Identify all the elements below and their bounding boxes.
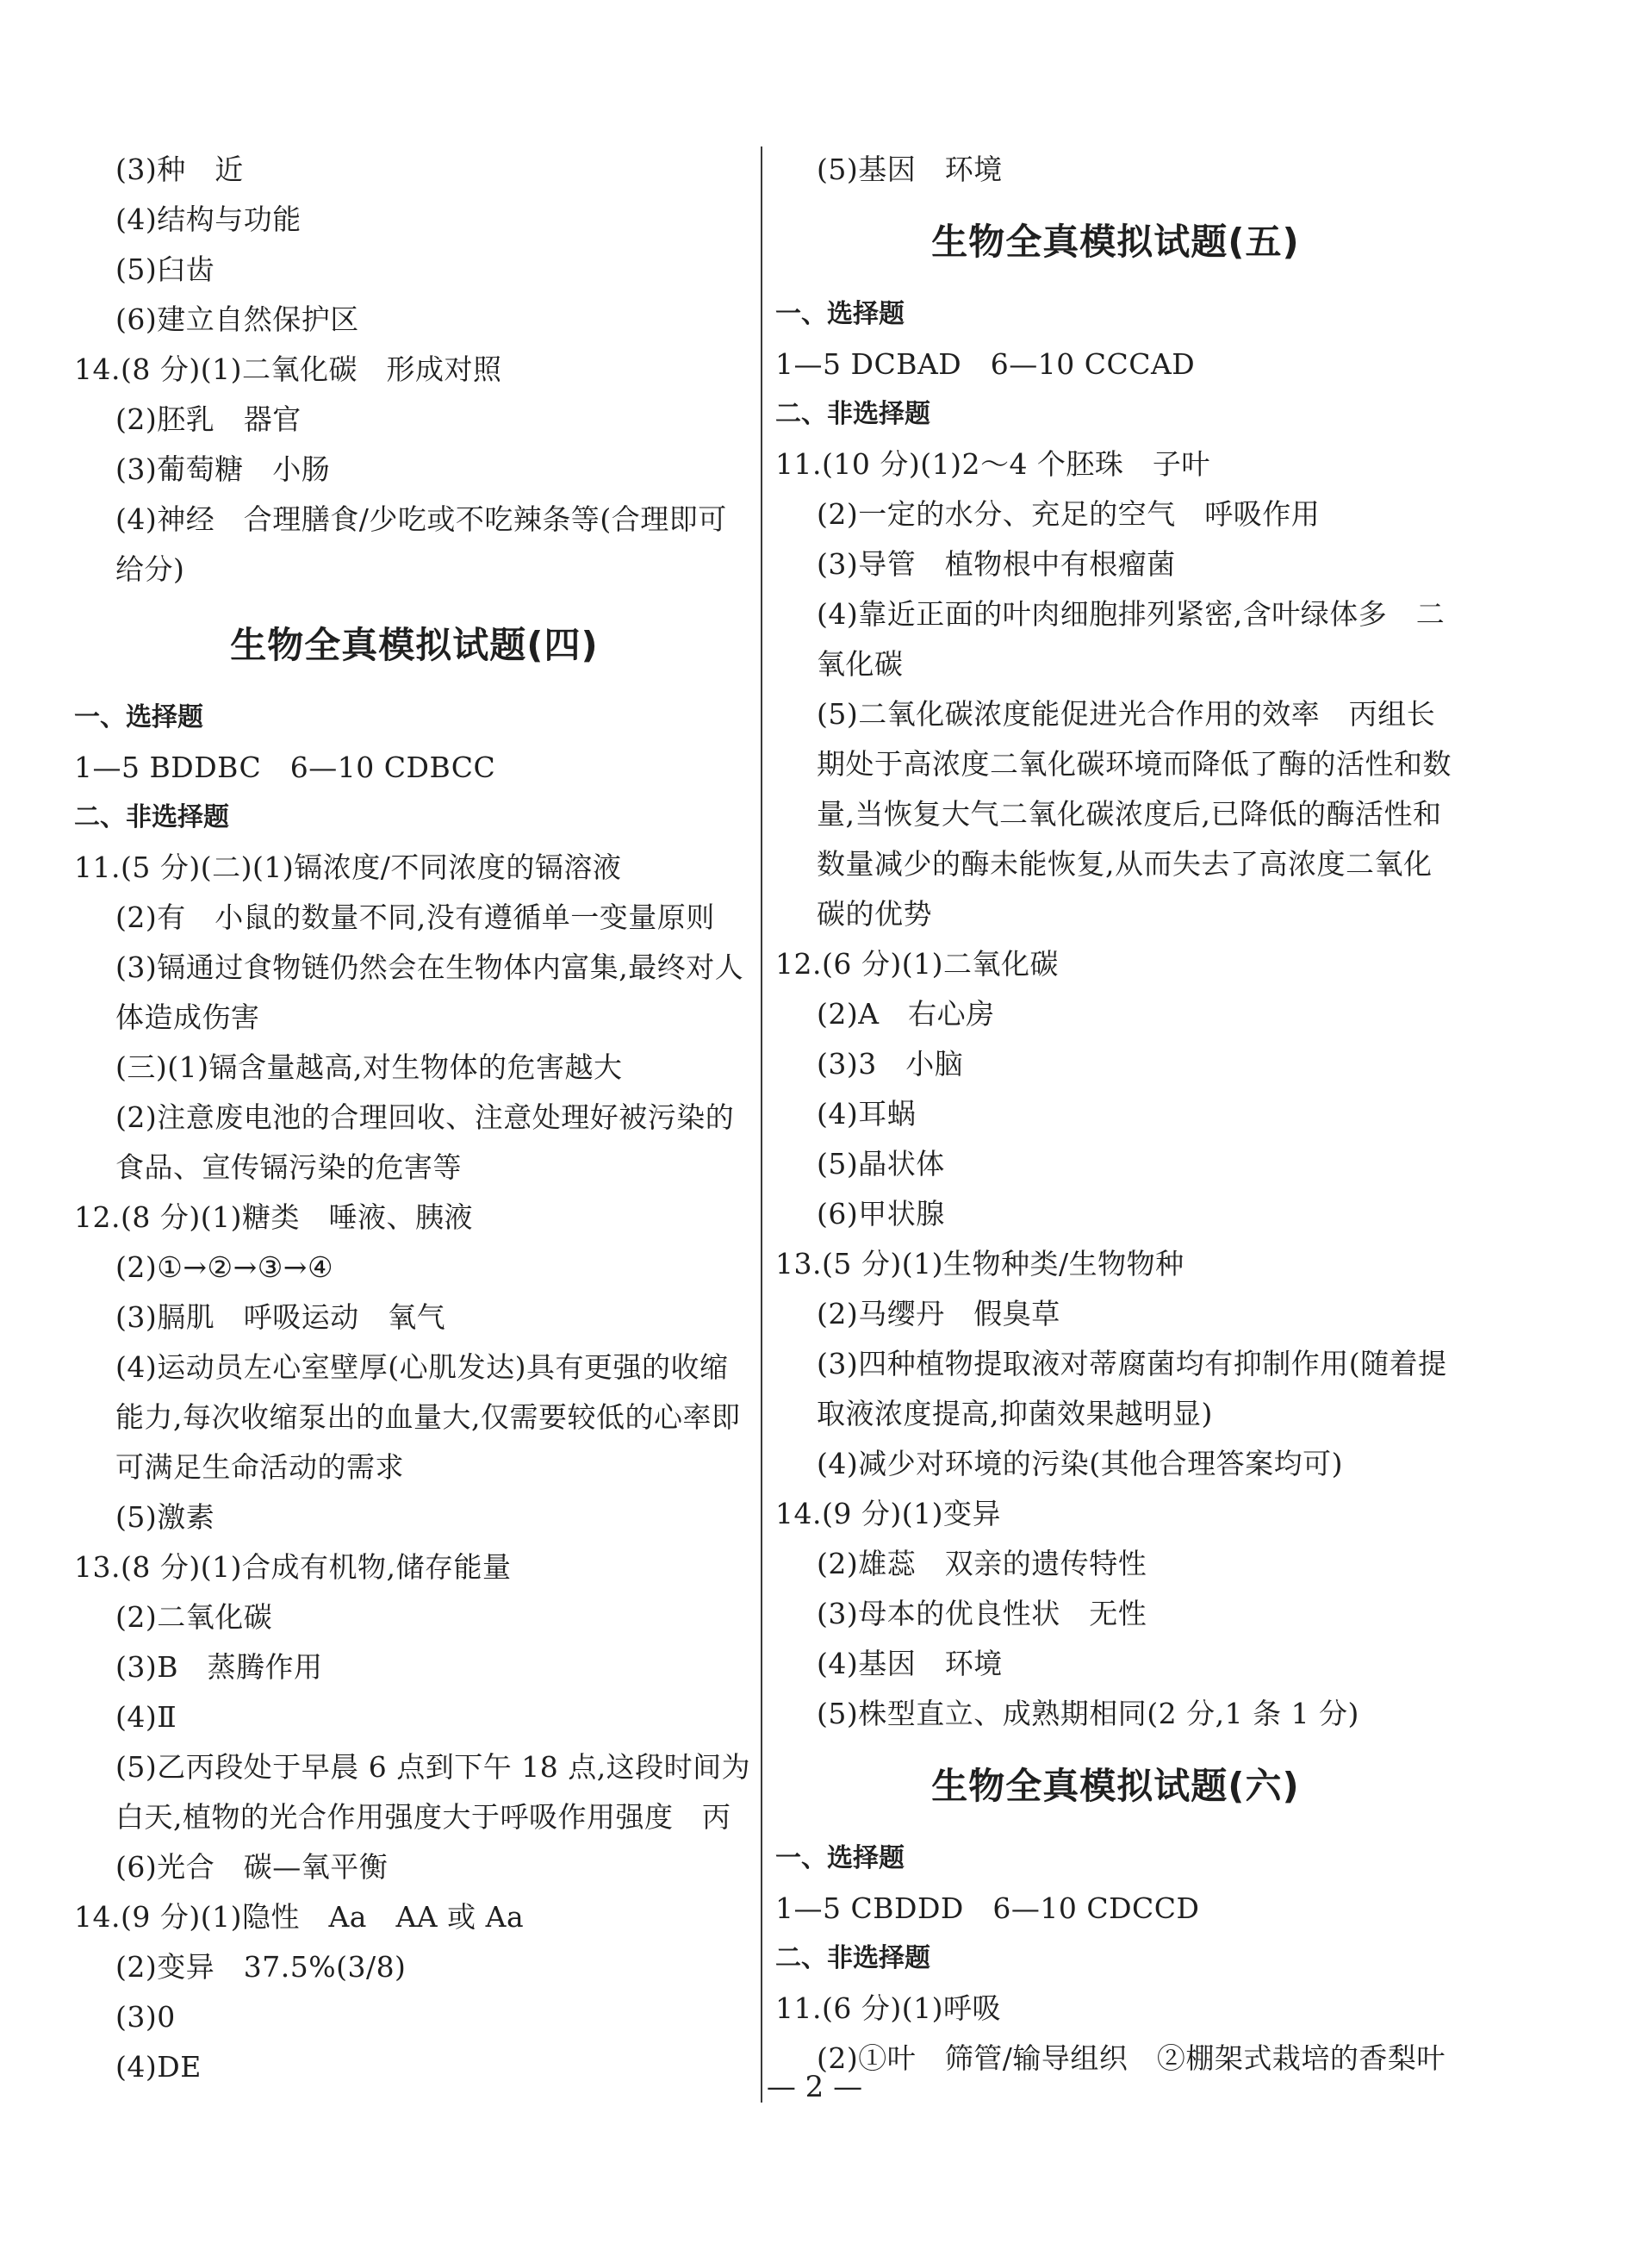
answer-line: (3)3 小脑 [817,1047,964,1081]
answer-paragraph: (2)注意废电池的合理回收、注意处理好被污染的食品、宣传镉污染的危害等 [115,1100,735,1184]
question-head: 14.(9 分)(1)隐性 Aa AA 或 Aa [74,1900,525,1934]
question-head: 11.(5 分)(二)(1)镉浓度/不同浓度的镉溶液 [74,850,622,884]
answer-paragraph: (3)四种植物提取液对蒂腐菌均有抑制作用(随着提取液浓度提高,抑菌效果越明显) [817,1347,1447,1430]
answer-line: (3)膈肌 呼吸运动 氧气 [115,1300,446,1334]
answer-line: (4)基因 环境 [817,1647,1003,1680]
answer-line: (2)①→②→③→④ [115,1250,334,1284]
answer-line: (三)(1)镉含量越高,对生物体的危害越大 [115,1050,623,1084]
answer-paragraph: (3)镉通过食物链仍然会在生物体内富集,最终对人体造成伤害 [115,950,744,1034]
answer-line: (6)建立自然保护区 [115,302,359,336]
answer-line: (2)马缨丹 假臭草 [817,1297,1060,1330]
answer-line: (2)①叶 筛管/输导组织 ②棚架式栽培的香梨叶 [817,2041,1446,2075]
answer-line: (5)株型直立、成熟期相同(2 分,1 条 1 分) [817,1697,1359,1730]
exam-title-6: 生物全真模拟试题(六) [931,1765,1300,1807]
answer-line: (6)甲状腺 [817,1197,945,1231]
answer-line: (2)A 右心房 [817,997,995,1031]
answer-line: (3)葡萄糖 小肠 [115,452,331,486]
exam-title-5: 生物全真模拟试题(五) [931,221,1300,263]
choice-answers: 1—5 CBDDD 6—10 CDCCD [775,1891,1200,1925]
question-head: 11.(10 分)(1)2～4 个胚珠 子叶 [775,447,1210,481]
exam-title-4: 生物全真模拟试题(四) [230,624,599,666]
answer-paragraph: (5)二氧化碳浓度能促进光合作用的效率 丙组长期处于高浓度二氧化碳环境而降低了酶的活性和数量,当恢复大气二氧化碳浓度后,已降低的酶活性和数量减少的酶未能恢复,从而失去了高浓度二氧化碳的优势 [817,697,1452,931]
answer-line: (2)有 小鼠的数量不同,没有遵循单一变量原则 [115,900,715,934]
question-head: 13.(5 分)(1)生物种类/生物物种 [775,1247,1184,1280]
answer-line: (4)DE [115,2050,202,2084]
section-heading: 二、非选择题 [775,399,930,429]
right-column [775,145,1456,2084]
choice-answers: 1—5 DCBAD 6—10 CCCAD [775,347,1196,381]
section-heading: 二、非选择题 [74,802,229,832]
answer-line: (5)臼齿 [115,252,215,286]
left-column [74,145,755,2092]
column-divider [761,146,762,2103]
question-head: 13.(8 分)(1)合成有机物,储存能量 [74,1550,512,1584]
choice-answers: 1—5 BDDBC 6—10 CDBCC [74,751,496,784]
question-head: 12.(8 分)(1)糖类 唾液、胰液 [74,1200,473,1234]
answer-line: (5)基因 环境 [817,153,1003,186]
question-head: 14.(8 分)(1)二氧化碳 形成对照 [74,352,502,386]
answer-paragraph: (5)乙丙段处于早晨 6 点到下午 18 点,这段时间为白天,植物的光合作用强度大于呼吸作用强度 丙 [115,1750,751,1834]
section-heading: 一、选择题 [74,702,203,732]
answer-line: (2)雄蕊 双亲的遗传特性 [817,1547,1147,1580]
answer-line: (4)耳蜗 [817,1097,917,1131]
answer-line: (3)种 近 [115,153,244,186]
question-head: 12.(6 分)(1)二氧化碳 [775,947,1059,981]
answer-line: (4)Ⅱ [115,1700,177,1734]
answer-line: (6)光合 碳—氧平衡 [115,1850,389,1884]
answer-line: (2)一定的水分、充足的空气 呼吸作用 [817,497,1321,531]
answer-line: (3)0 [115,2000,176,2034]
section-heading: 二、非选择题 [775,1943,930,1973]
answer-line: (4)减少对环境的污染(其他合理答案均可) [817,1447,1343,1480]
answer-line: (3)导管 植物根中有根瘤菌 [817,547,1176,581]
answer-line: (2)胚乳 器官 [115,402,302,436]
answer-line: (2)变异 37.5%(3/8) [115,1950,407,1984]
answer-line: (3)B 蒸腾作用 [115,1650,323,1684]
section-heading: 一、选择题 [775,1843,905,1873]
answer-line: (3)母本的优良性状 无性 [817,1597,1147,1630]
question-head: 14.(9 分)(1)变异 [775,1497,1001,1530]
answer-paragraph: (4)靠近正面的叶肉细胞排列紧密,含叶绿体多 二氧化碳 [817,597,1446,681]
page-number: — 2 — [766,2070,863,2104]
answer-paragraph: (4)神经 合理膳食/少吃或不吃辣条等(合理即可给分) [115,502,727,586]
section-heading: 一、选择题 [775,299,905,329]
answer-line: (4)结构与功能 [115,202,302,236]
question-head: 11.(6 分)(1)呼吸 [775,1991,1001,2025]
answer-line: (2)二氧化碳 [115,1600,273,1634]
answer-line: (5)晶状体 [817,1147,945,1181]
answer-paragraph: (4)运动员左心室壁厚(心肌发达)具有更强的收缩能力,每次收缩泵出的血量大,仅需要较低的心率即可满足生命活动的需求 [115,1350,741,1484]
answer-line: (5)激素 [115,1500,215,1534]
